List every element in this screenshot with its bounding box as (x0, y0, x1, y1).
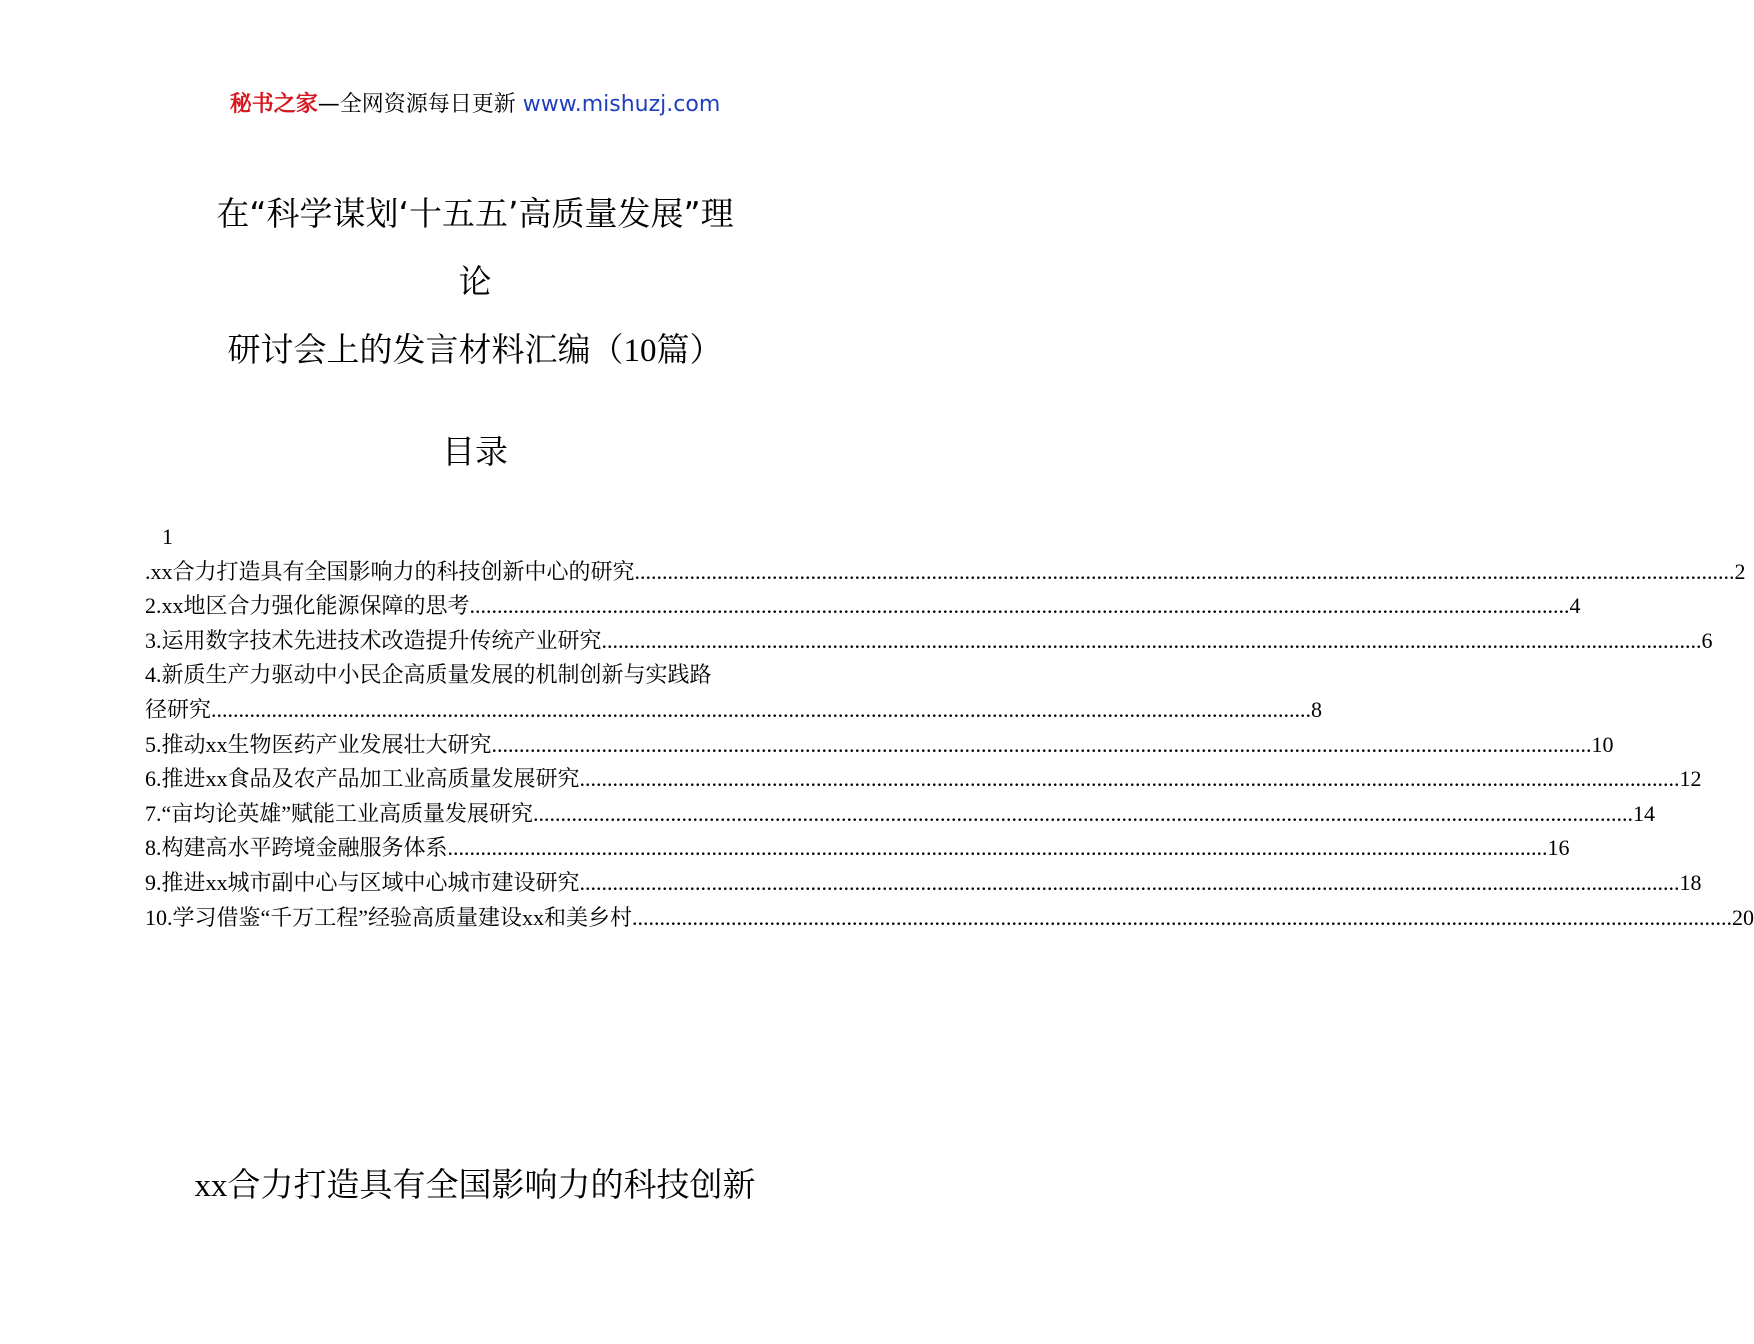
section-heading-prefix: xx (194, 1168, 228, 1204)
toc-entry-page: 14 (1633, 800, 1656, 826)
site-header (0, 88, 950, 122)
toc-entry-label-line-1[interactable]: 4.新质生产力驱动中小民企高质量发展的机制创新与实践路 (145, 662, 712, 688)
document-title (0, 180, 950, 385)
toc-entry-label: 5.推动xx生物医药产业发展壮大研究 (145, 731, 492, 757)
toc-entry-page: 6 (1701, 627, 1713, 653)
toc-leader-dots: ........................................................................................................................................................................................................ (632, 904, 1733, 930)
toc-entry-page: 10 (1591, 731, 1614, 757)
toc-entry-page: 18 (1679, 869, 1702, 895)
brand-name: 秘书之家 (229, 92, 318, 117)
toc-heading: 目录 (442, 432, 508, 471)
toc-entry-label: 9.推进xx城市副中心与区域中心城市建设研究 (145, 869, 580, 895)
title-line-2: 论 (458, 262, 492, 301)
toc-entry-label: 径研究 (145, 696, 212, 722)
toc-leader-dots: ........................................................................................................................................................................................................ (491, 731, 1592, 757)
toc-entry-label: .xx合力打造具有全国影响力的科技创新中心的研究 (145, 558, 635, 584)
toc-entry[interactable] (145, 866, 1702, 901)
section-heading-text: 合力打造具有全国影响力的科技创新 (227, 1165, 756, 1204)
title-line-1: 在“科学谋划‘十五五’高质量发展”理 (216, 194, 734, 233)
toc-leader-dots: ........................................................................................................................................................................................................ (601, 627, 1702, 653)
toc-leader-dots: ........................................................................................................................................................................................................ (211, 696, 1312, 722)
toc-entry[interactable] (145, 589, 1581, 624)
toc-entry[interactable] (145, 693, 1323, 728)
toc-entry[interactable] (145, 901, 1754, 936)
toc-entry[interactable] (145, 555, 1746, 590)
toc-entry-page: 4 (1569, 593, 1581, 619)
toc-entry-label: 6.推进xx食品及农产品加工业高质量发展研究 (145, 766, 580, 792)
toc-leader-dots: ........................................................................................................................................................................................................ (634, 558, 1735, 584)
toc-leader-dots: ........................................................................................................................................................................................................ (469, 593, 1570, 619)
toc-entry[interactable] (145, 797, 1656, 832)
site-url-link[interactable]: www.mishuzj.com (522, 92, 721, 117)
toc-entry-label: 10.学习借鉴“千万工程”经验高质量建设xx和美乡村 (145, 904, 633, 930)
toc-leader-dots: ........................................................................................................................................................................................................ (447, 835, 1548, 861)
toc-leader-dots: ........................................................................................................................................................................................................ (533, 800, 1634, 826)
title-line-3: 研讨会上的发言材料汇编（10篇） (227, 330, 723, 369)
toc-entry-label: 7.“亩均论英雄”赋能工业高质量发展研究 (145, 800, 534, 826)
toc-entry[interactable] (145, 831, 1570, 866)
toc-entry-page: 2 (1734, 558, 1746, 584)
toc-entry-page: 8 (1311, 696, 1323, 722)
toc-leader-dots: ........................................................................................................................................................................................................ (579, 766, 1680, 792)
header-tagline: —全网资源每日更新 (317, 92, 516, 117)
toc-entry-page: 16 (1547, 835, 1570, 861)
toc-entry-page: 12 (1679, 766, 1702, 792)
table-of-contents (145, 520, 1754, 935)
toc-leader-dots: ........................................................................................................................................................................................................ (579, 869, 1680, 895)
toc-entry[interactable] (145, 762, 1702, 797)
toc-entry-page: 20 (1732, 904, 1754, 930)
toc-entry-label: 3.运用数字技术先进技术改造提升传统产业研究 (145, 627, 602, 653)
toc-entry[interactable] (145, 728, 1614, 763)
toc-entry-number: 1 (162, 524, 173, 549)
toc-entry-label: 8.构建高水平跨境金融服务体系 (145, 835, 448, 861)
toc-entry[interactable] (145, 624, 1713, 659)
toc-entry-label: 2.xx地区合力强化能源保障的思考 (145, 593, 470, 619)
section-heading (0, 1155, 950, 1216)
